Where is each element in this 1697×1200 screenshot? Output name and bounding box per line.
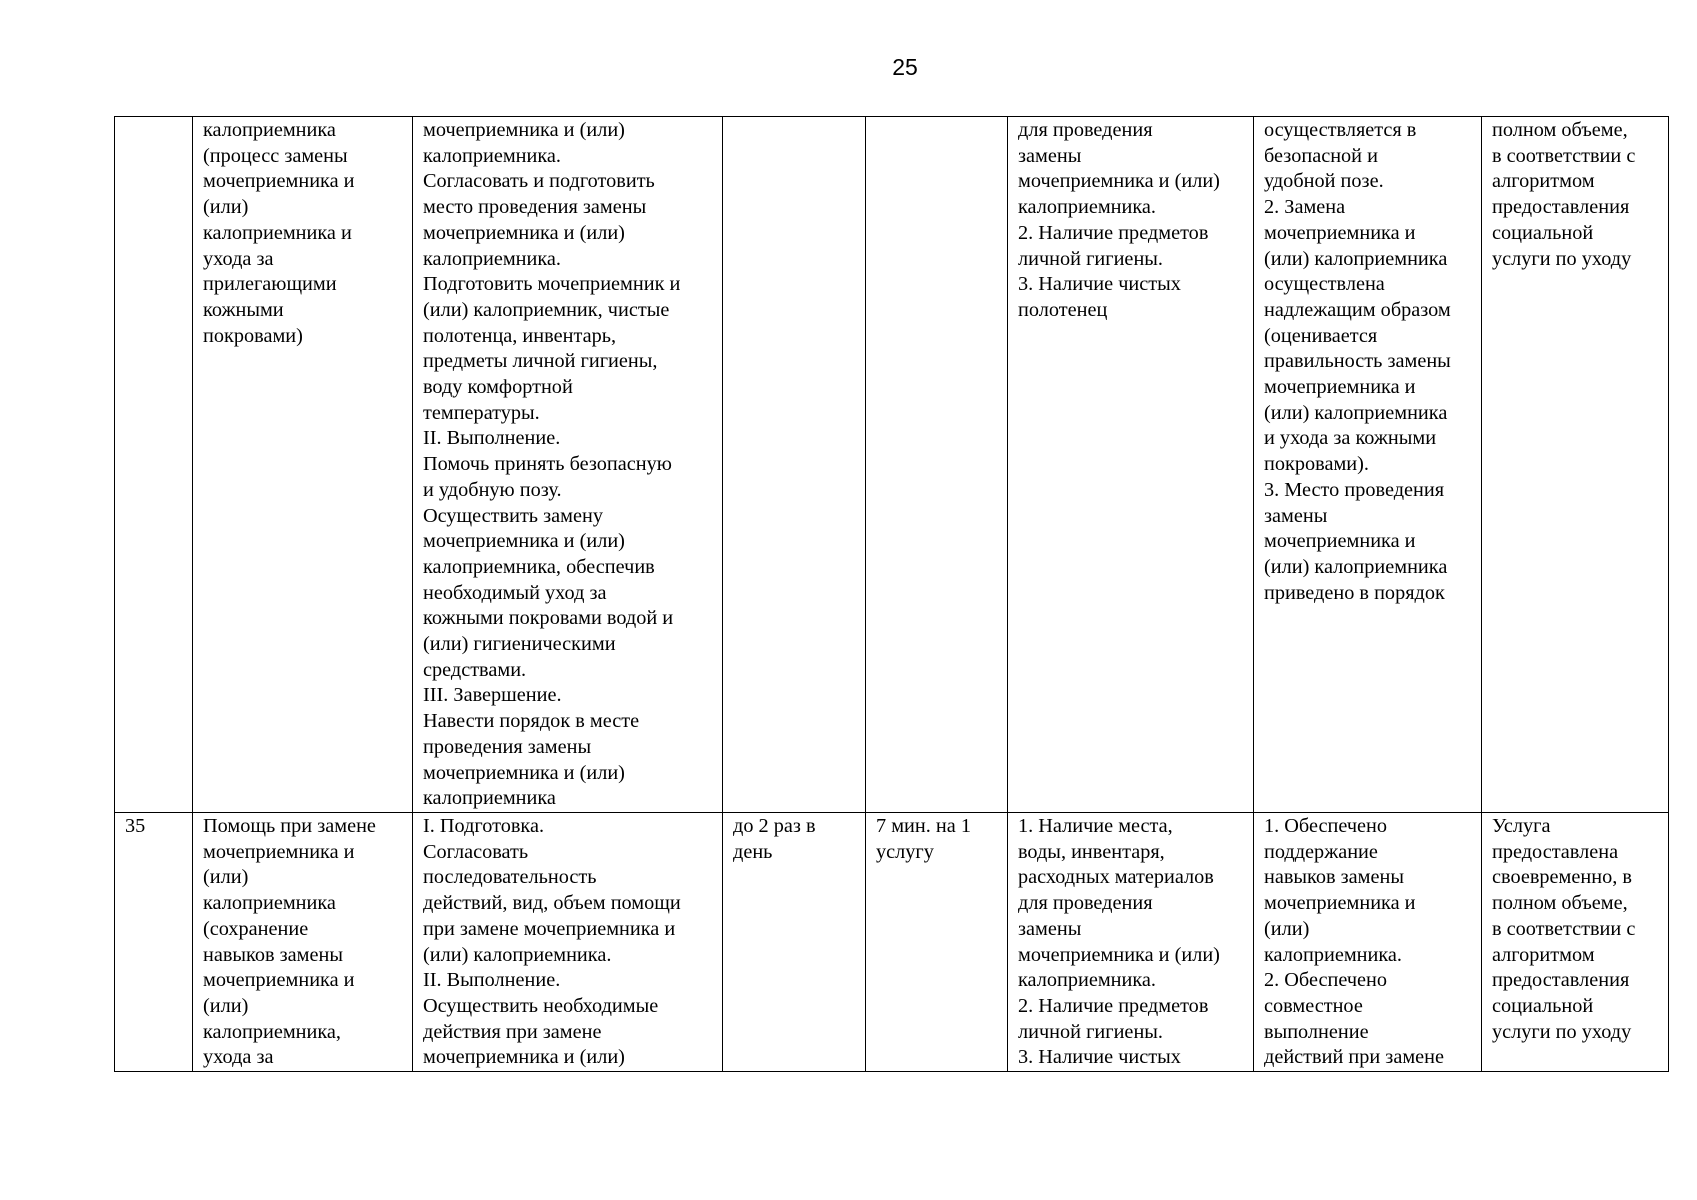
cell-conditions: 1. Наличие места, воды, инвентаря, расходных материалов для проведения замены мочеприемника и (или) калоприемника. 2. Наличие предметов личной гигиены. 3. Наличие чистых [1008,812,1254,1071]
cell-service-name: Помощь при замене мочеприемника и (или) калоприемника (сохранение навыков замены мочеприемника и (или) калоприемника, ухода за [193,812,413,1071]
table-row [115,117,1669,813]
cell-number [115,117,193,813]
page-number: 25 [892,54,918,80]
table-row [115,812,1669,1071]
cell-quality: осуществляется в безопасной и удобной позе. 2. Замена мочеприемника и (или) калоприемника осуществлена надлежащим образом (оценивается правильность замены мочеприемника и (или) калоприемника и ухода за кожными покровами). 3. Место проведения замены мочеприемника и (или) калоприемника приведено в порядок [1254,117,1482,813]
cell-duration: 7 мин. на 1 услугу [866,812,1008,1071]
cell-duration [866,117,1008,813]
cell-service-name: калоприемника (процесс замены мочеприемника и (или) калоприемника и ухода за прилегающими кожными покровами) [193,117,413,813]
cell-frequency [723,117,866,813]
cell-description: I. Подготовка. Согласовать последовательность действий, вид, объем помощи при замене мочеприемника и (или) калоприемника. II. Выполнение. Осуществить необходимые действия при замене мочеприемника и (или) [413,812,723,1071]
cell-description: мочеприемника и (или) калоприемника. Согласовать и подготовить место проведения замены мочеприемника и (или) калоприемника. Подготовить мочеприемник и (или) калоприемник, чистые полотенца, инвентарь, предметы личной гигиены, воду комфортной температуры. II. Выполнение. Помочь принять безопасную и удобную позу. Осуществить замену мочеприемника и (или) калоприемника, обеспечив необходимый уход за кожными покровами водой и (или) гигиеническими средствами. III. Завершение. Навести порядок в месте проведения замены мочеприемника и (или) калоприемника [413,117,723,813]
cell-evaluation: полном объеме, в соответствии с алгоритмом предоставления социальной услуги по уходу [1482,117,1669,813]
cell-number: 35 [115,812,193,1071]
cell-quality: 1. Обеспечено поддержание навыков замены мочеприемника и (или) калоприемника. 2. Обеспечено совместное выполнение действий при замене [1254,812,1482,1071]
cell-evaluation: Услуга предоставлена своевременно, в полном объеме, в соответствии с алгоритмом предоставления социальной услуги по уходу [1482,812,1669,1071]
cell-conditions: для проведения замены мочеприемника и (или) калоприемника. 2. Наличие предметов личной гигиены. 3. Наличие чистых полотенец [1008,117,1254,813]
services-table [114,116,1669,1072]
cell-frequency: до 2 раз в день [723,812,866,1071]
